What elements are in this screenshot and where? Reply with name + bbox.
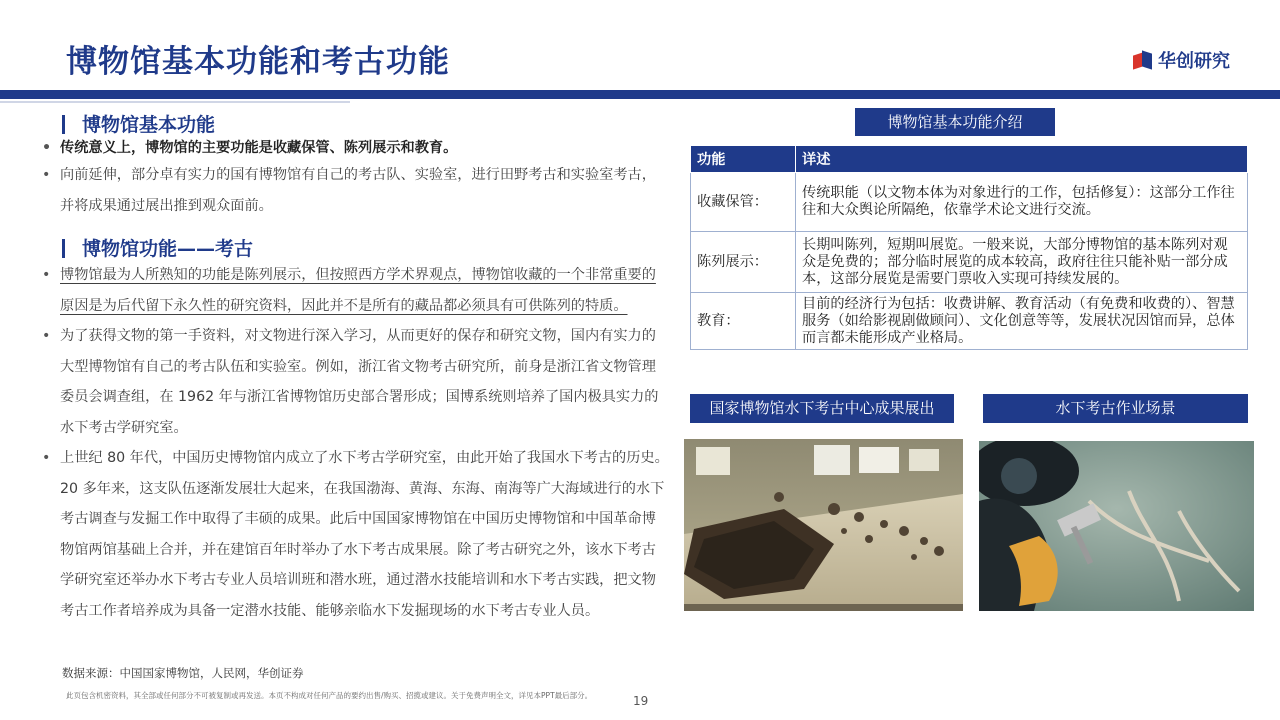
table-cell: 目前的经济行为包括：收费讲解、教育活动（有免费和收费的）、智慧服务（如给影视剧做顾问）、文化创意等等，发展状况因馆而异，总体而言都未能形成产业格局。 bbox=[796, 293, 1248, 350]
brand-logo bbox=[1133, 47, 1230, 73]
page-title: 博物馆基本功能和考古功能 bbox=[66, 44, 450, 80]
section-heading-basic-functions bbox=[62, 110, 215, 137]
section-heading-text: 博物馆功能——考古 bbox=[82, 238, 254, 260]
heading-bar bbox=[62, 115, 65, 134]
header-subdivider bbox=[0, 101, 350, 103]
list-item: • 上世纪 80 年代，中国历史博物馆内成立了水下考古学研究室，由此开始了我国水下考古的历史。20 多年来，这支队伍逐渐发展壮大起来，在我国渤海、黄海、东海、南海等广大海域进行的水下考古调查与发掘工作中取得了丰硕的成果。此后中国国家博物馆在中国历史博物馆和中国革命博物馆两馆基础上合并，并在建馆百年时举办了水下考古成果展。除了考古研究之外，该水下考古学研究室还举办水下考古专业人员培训班和潜水班，通过潜水技能培训和水下考古实践，把文物考古工作者培养成为具备一定潜水技能、能够亲临水下发掘现场的水下考古专业人员。 bbox=[40, 443, 670, 626]
section-heading-text: 博物馆基本功能 bbox=[82, 114, 216, 136]
list-item bbox=[40, 260, 670, 321]
photo-caption-right: 水下考古作业场景 bbox=[983, 394, 1248, 423]
list-item: • 为了获得文物的第一手资料，对文物进行深入学习，从而更好的保存和研究文物，国内有实力的大型博物馆有自己的考古队伍和实验室。例如，浙江省文物考古研究所，前身是浙江省文物管理委员会调查组，在 1962 年与浙江省博物馆历史部合署形成；国博系统则培养了国内极具实力的水下考古学研究室。 bbox=[40, 321, 670, 443]
table-cell: 陈列展示： bbox=[691, 232, 796, 293]
table-cell: 教育： bbox=[691, 293, 796, 350]
logo-mark-icon bbox=[1133, 50, 1153, 70]
data-source: 数据来源：中国国家博物馆，人民网，华创证券 bbox=[62, 666, 304, 680]
list-item: • 向前延伸，部分卓有实力的国有博物馆有自己的考古队、实验室，进行田野考古和实验室考古，并将成果通过展出推到观众面前。 bbox=[40, 160, 670, 221]
archaeology-list bbox=[40, 260, 670, 626]
logo-text: 华创研究 bbox=[1158, 51, 1230, 72]
table-row bbox=[691, 173, 1248, 232]
photo-caption-left: 国家博物馆水下考古中心成果展出 bbox=[690, 394, 954, 423]
disclaimer: 此页包含机密资料，其全部或任何部分不可被复制或再发送。本页不构成对任何产品的要约出售/购买、招揽或建议。关于免费声明全文，详见本PPT最后部分。 bbox=[66, 691, 593, 700]
table-header-cell: 详述 bbox=[796, 146, 1248, 173]
table-caption: 博物馆基本功能介绍 bbox=[855, 108, 1055, 136]
page-number: 19 bbox=[633, 694, 649, 708]
table-header-row bbox=[691, 146, 1248, 173]
header-divider bbox=[0, 90, 1280, 99]
table-header-cell: 功能 bbox=[691, 146, 796, 173]
heading-bar bbox=[62, 239, 65, 258]
table-row bbox=[691, 232, 1248, 293]
list-item: • 传统意义上，博物馆的主要功能是收藏保管、陈列展示和教育。 bbox=[40, 136, 670, 160]
exhibit-photo bbox=[684, 439, 963, 611]
table-cell: 长期叫陈列，短期叫展览。一般来说，大部分博物馆的基本陈列对观众是免费的；部分临时展览的成本较高，政府往往只能补贴一部分成本，这部分展览是需要门票收入实现可持续发展的。 bbox=[796, 232, 1248, 293]
table-cell: 收藏保管： bbox=[691, 173, 796, 232]
table-row bbox=[691, 293, 1248, 350]
section-heading-archaeology bbox=[62, 234, 253, 261]
functions-table bbox=[690, 145, 1248, 350]
underwater-photo bbox=[979, 441, 1254, 611]
list-item-text: 博物馆最为人所熟知的功能是陈列展示，但按照西方学术界观点，博物馆收藏的一个非常重要的原因是为后代留下永久性的研究资料，因此并不是所有的藏品都必须具有可供陈列的特质。 bbox=[60, 267, 656, 314]
basic-functions-list bbox=[40, 136, 670, 221]
table-cell: 传统职能（以文物本体为对象进行的工作，包括修复）：这部分工作往往和大众舆论所隔绝，依靠学术论文进行交流。 bbox=[796, 173, 1248, 232]
